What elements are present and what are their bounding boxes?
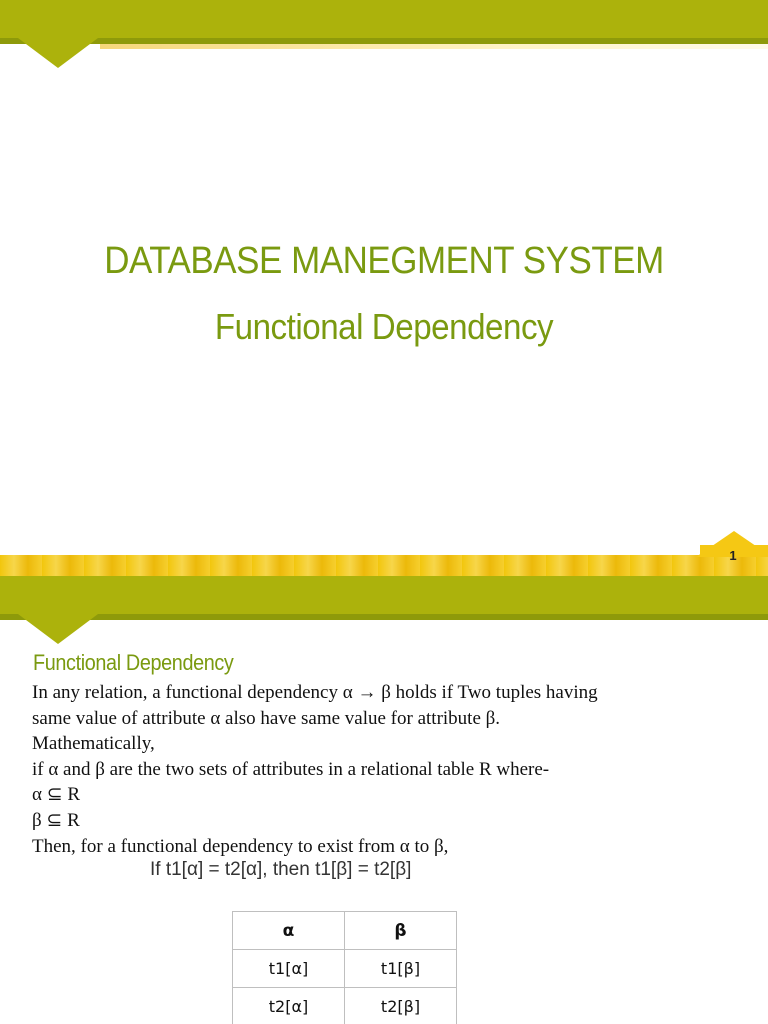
body-text (32, 680, 732, 859)
content-header-band-shadow (0, 614, 768, 620)
dependency-formula: If t1[α] = t2[α], then t1[β] = t2[β] (150, 859, 412, 880)
table-header-row (233, 912, 457, 950)
section-heading: Functional Dependency (33, 650, 234, 675)
top-header-band (0, 0, 768, 38)
table-row (233, 988, 457, 1024)
content-header-band (0, 576, 768, 614)
table-header-cell: α (233, 912, 345, 950)
body-line: α ⊆ R (32, 784, 81, 806)
body-line: In any relation, a functional dependency α → β holds if Two tuples having (32, 682, 598, 703)
page-number: 1 (729, 548, 737, 563)
content-slide (0, 576, 768, 1024)
table-cell: t2[β] (345, 988, 457, 1024)
table-row (233, 950, 457, 988)
header-notch (18, 38, 98, 68)
content-header-notch (18, 614, 98, 644)
tuple-table (232, 911, 457, 1024)
footer-band (0, 555, 768, 576)
table-cell: t1[β] (345, 950, 457, 988)
slide-subtitle: Functional Dependency (214, 306, 554, 347)
body-line: same value of attribute α also have same value for attribute β. (32, 707, 501, 729)
table-cell: t2[α] (233, 988, 345, 1024)
body-line: β ⊆ R (32, 809, 80, 831)
slide-title: DATABASE MANEGMENT SYSTEM (104, 240, 664, 282)
top-header-band-highlight (100, 44, 768, 49)
table-header-cell: β (345, 912, 457, 950)
body-line: if α and β are the two sets of attributes in a relational table R where- (32, 758, 550, 780)
table-cell: t1[α] (233, 950, 345, 988)
body-line: Then, for a functional dependency to exist from α to β, (32, 835, 449, 857)
body-line: Mathematically, (32, 733, 155, 755)
